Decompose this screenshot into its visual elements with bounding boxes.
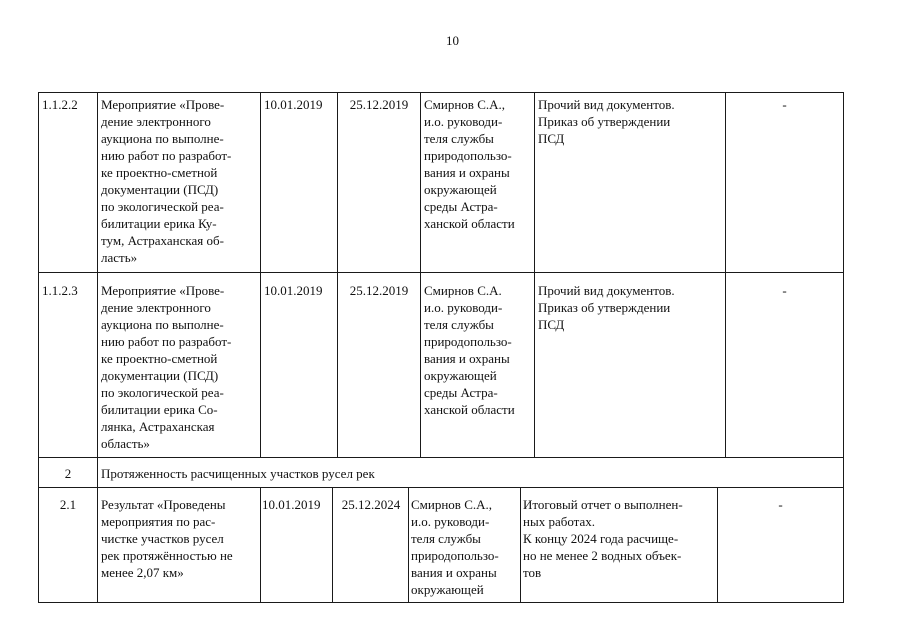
table-border-top [38, 92, 844, 93]
row-divider [38, 272, 844, 273]
note: - [778, 497, 783, 512]
column-divider [97, 92, 98, 458]
event-name: Результат «Проведены мероприятия по рас- чистке участков русел рек протяжённостью не менее 2,07 км» [101, 497, 233, 580]
column-divider [520, 487, 521, 603]
row-number: 1.1.2.2 [42, 97, 78, 112]
document-type: Итоговый отчет о выполнен- ных работах. К концу 2024 года расчище- но не менее 2 водных объек- тов [523, 497, 683, 580]
start-date: 10.01.2019 [262, 497, 321, 512]
note: - [782, 283, 787, 298]
column-divider [408, 487, 409, 603]
event-name: Мероприятие «Прове- дение электронного аукциона по выполне- нию работ по разработ- ке проектно-сметной документации (ПСД) по экологической реа- билитации ерика Ку- тум, Астраханская об- ласть» [101, 97, 232, 265]
end-date: 25.12.2019 [349, 283, 409, 298]
column-divider [725, 92, 726, 458]
start-date: 10.01.2019 [264, 97, 323, 112]
table-border-left [38, 92, 39, 603]
section-title: Протяженность расчищенных участков русел рек [101, 466, 375, 481]
column-divider [337, 92, 338, 458]
table-border-bottom [38, 602, 844, 603]
responsible-person: Смирнов С.А., и.о. руководи- теля службы природопользо- вания и охраны окружающей [411, 497, 499, 597]
document-type: Прочий вид документов. Приказ об утверждении ПСД [538, 283, 675, 332]
column-divider [260, 487, 261, 603]
document-type: Прочий вид документов. Приказ об утверждении ПСД [538, 97, 675, 146]
column-divider [97, 487, 98, 603]
column-divider [332, 487, 333, 603]
note: - [782, 97, 787, 112]
responsible-person: Смирнов С.А., и.о. руководи- теля службы природопользо- вания и охраны окружающей среды Астра- ханской области [424, 97, 515, 231]
end-date: 25.12.2024 [341, 497, 401, 512]
section-number: 2 [64, 466, 72, 481]
row-divider [38, 487, 844, 488]
page-number: 10 [446, 33, 459, 48]
column-divider [260, 92, 261, 458]
row-divider [38, 457, 844, 458]
column-divider [534, 92, 535, 458]
responsible-person: Смирнов С.А. и.о. руководи- теля службы природопользо- вания и охраны окружающей среды Астра- ханской области [424, 283, 515, 417]
start-date: 10.01.2019 [264, 283, 323, 298]
row-number: 1.1.2.3 [42, 283, 78, 298]
row-number: 2.1 [59, 497, 77, 512]
column-divider [420, 92, 421, 458]
table-border-right [843, 92, 844, 603]
event-name: Мероприятие «Прове- дение электронного аукциона по выполне- нию работ по разработ- ке проектно-сметной документации (ПСД) по экологической реа- билитации ерика Со- лянка, Астраханская область» [101, 283, 232, 451]
end-date: 25.12.2019 [349, 97, 409, 112]
column-divider [97, 457, 98, 488]
